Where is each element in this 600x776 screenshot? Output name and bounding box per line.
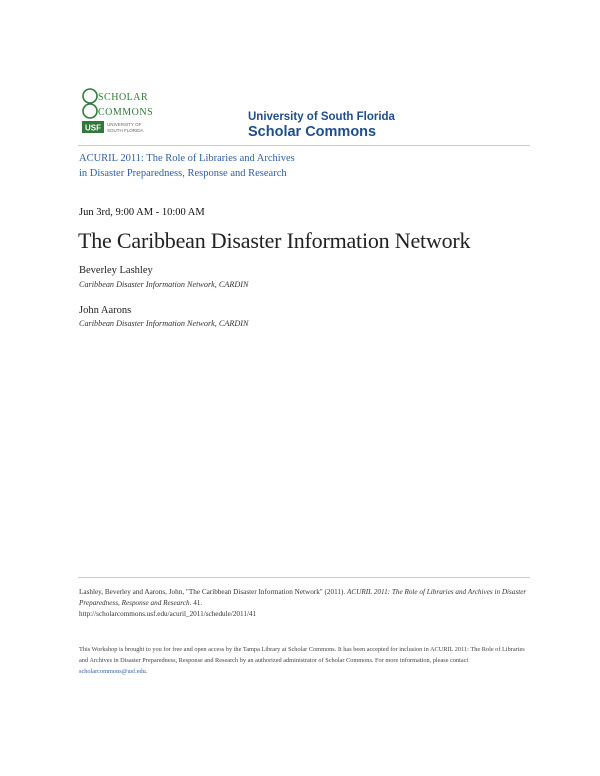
repository-header — [248, 111, 395, 140]
citation-block — [79, 587, 529, 620]
logo-sub1: UNIVERSITY OF — [107, 122, 142, 127]
session-datetime: Jun 3rd, 9:00 AM - 10:00 AM — [79, 207, 205, 218]
citation-source: ACURIL 2011: The Role of Libraries and Archives in Disaster Preparedness, Response and Research — [79, 588, 527, 607]
series-line1: ACURIL 2011: The Role of Libraries and Archives — [79, 153, 295, 164]
logo-usf-text: USF — [85, 123, 101, 133]
notice-end: . — [145, 668, 148, 675]
citation-suffix: . 41. — [189, 599, 203, 607]
access-notice — [79, 644, 531, 677]
logo-graphic — [80, 86, 160, 136]
logo-line2: COMMONS — [98, 107, 154, 118]
author-affiliation: Caribbean Disaster Information Network, CARDIN — [79, 280, 249, 289]
logo-ring-bottom — [83, 104, 97, 118]
citation-divider — [78, 577, 530, 578]
university-name[interactable]: University of South Florida — [248, 111, 395, 123]
series-link[interactable] — [79, 151, 295, 181]
series-line2: in Disaster Preparedness, Response and Research — [79, 168, 287, 179]
citation-prefix: Lashley, Beverley and Aarons, John, "The Caribbean Disaster Information Network" (2011). — [79, 588, 348, 596]
logo-ring-top — [83, 89, 97, 103]
notice-text: This Workshop is brought to you for free and open access by the Tampa Library at Scholar Commons. It has been accepted for inclusion in ACURIL 2011: The Role of Libraries and Archives in Disaster Preparedness, Response and Research by an authorized administrator of Scholar Commons. For more information, please contact — [79, 646, 525, 664]
logo-line1: SCHOLAR — [98, 92, 149, 103]
author-affiliation: Caribbean Disaster Information Network, CARDIN — [79, 319, 249, 328]
header-divider — [78, 145, 530, 146]
contact-email-link[interactable]: scholarcommons@usf.edu — [79, 668, 146, 675]
scholar-commons-logo — [80, 86, 160, 136]
logo-sub2: SOUTH FLORIDA — [107, 128, 144, 133]
repository-name[interactable]: Scholar Commons — [248, 124, 377, 140]
citation-url[interactable]: http://scholarcommons.usf.edu/acuril_2011/schedule/2011/41 — [79, 610, 257, 618]
author-name: Beverley Lashley — [79, 265, 153, 276]
author-name: John Aarons — [79, 305, 132, 316]
page-title: The Caribbean Disaster Information Network — [78, 228, 471, 253]
